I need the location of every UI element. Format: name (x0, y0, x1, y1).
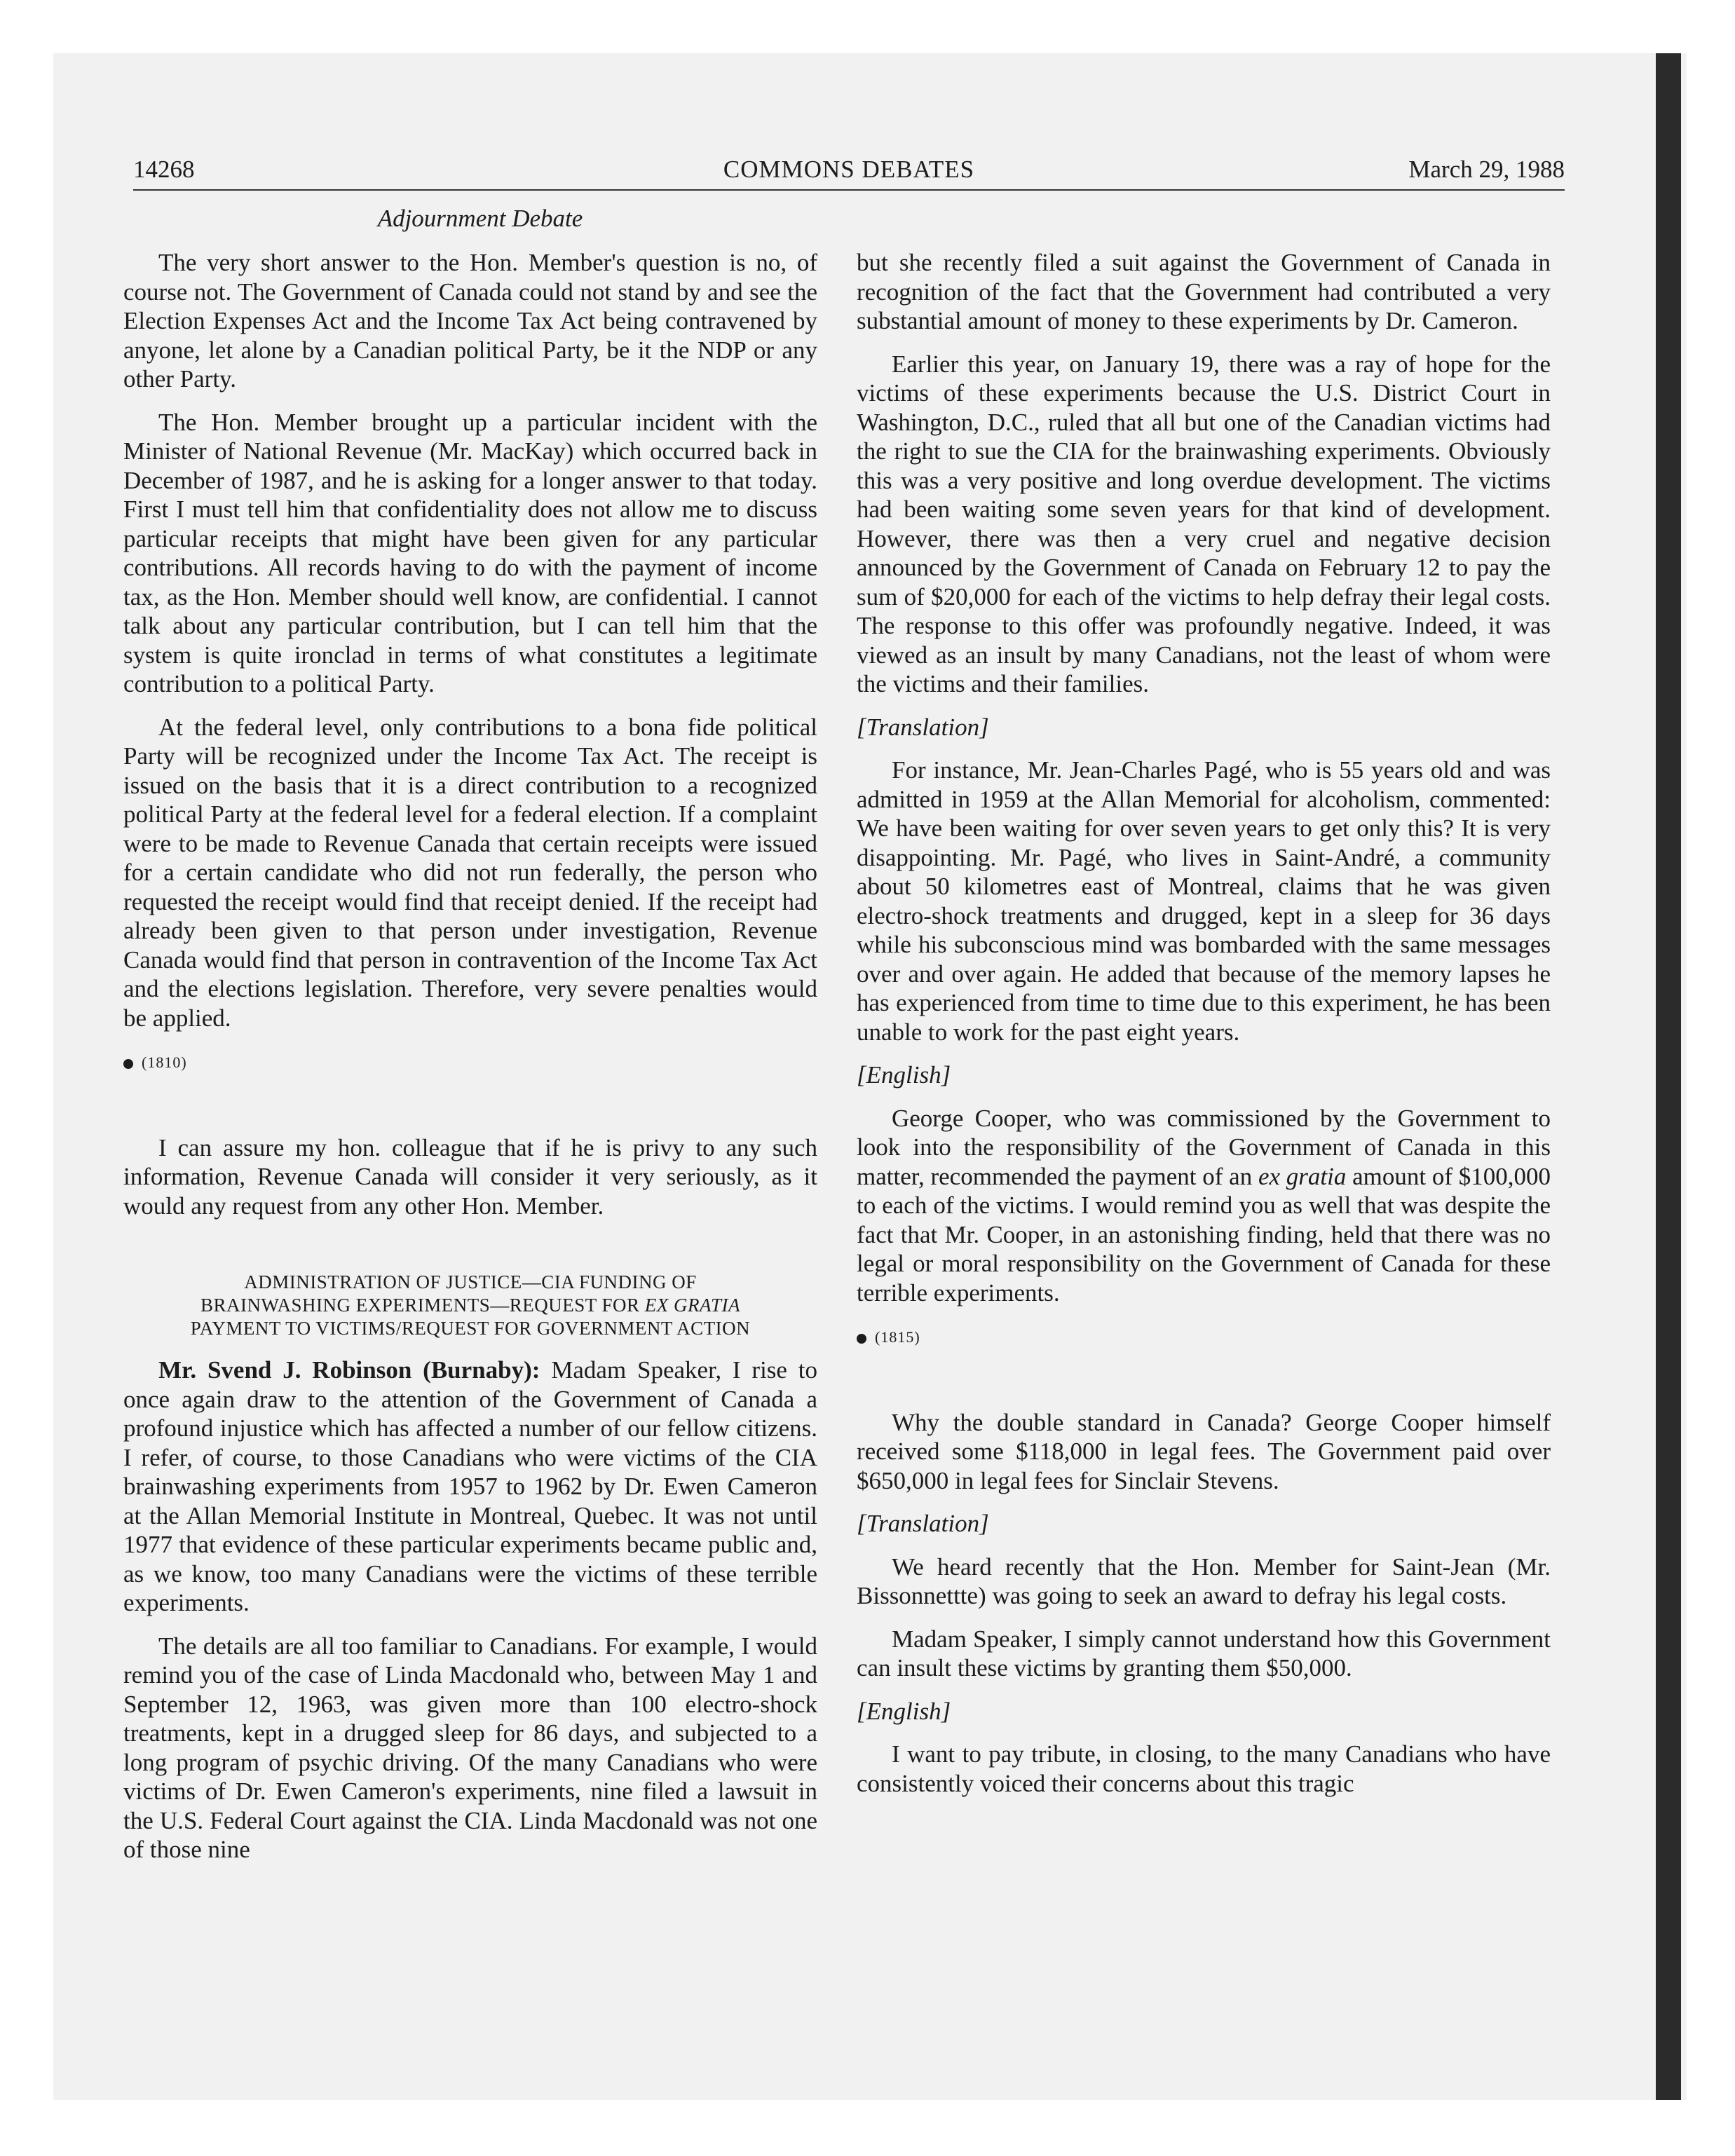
subject-heading (123, 1271, 817, 1340)
time-marker (123, 1048, 817, 1077)
paragraph: Why the double standard in Canada? George Cooper himself received some $118,000 in legal fees. The Government paid over $650,000 in legal fees for Sinclair Stevens. (857, 1408, 1551, 1494)
scan-edge-bar (1656, 53, 1681, 2100)
paragraph: At the federal level, only contributions to a bona fide political Party will be recognized under the Income Tax Act. The receipt is issued on the basis that it is a direct contribution to a recognized political Party at the federal level for a federal election. If a complaint were to be made to Revenue Canada that certain receipts were issued for a certain candidate who did not run federally, the person who requested the receipt would find that receipt denied. If the receipt had already been given to that person under investigation, Revenue Canada would find that person in contravention of the Income Tax Act and the elections legislation. Therefore, very severe penalties would be applied. (123, 713, 817, 1032)
paragraph: I can assure my hon. colleague that if he is privy to any such information, Revenue Canada will consider it very seriously, as it would any request from any other Hon. Member. (123, 1133, 817, 1220)
language-tag: [Translation] (857, 713, 989, 741)
paragraph-text: George Cooper, who was commissioned by the Government to look into the responsibility of the Government of Canada in this matter, recommended the payment of an (857, 1104, 1551, 1190)
paragraph: The very short answer to the Hon. Member's question is no, of course not. The Government of Canada could not stand by and see the Election Expenses Act and the Income Tax Act being contravened by anyone, let alone by a Canadian political Party, be it the NDP or any other Party. (123, 249, 817, 393)
paragraph: Earlier this year, on January 19, there was a ray of hope for the victims of these experiments because the U.S. District Court in Washington, D.C., ruled that all but one of the Canadian victims had the right to sue the CIA for the brainwashing experiments. Obviously this was a very positive and long overdue development. The victims had been waiting some seven years for that kind of development. However, there was then a very cruel and negative decision announced by the Government of Canada on February 12 to pay the sum of $20,000 for each of the victims to help defray their legal costs. The response to this offer was profoundly negative. Indeed, it was viewed as an insult by many Canadians, not the least of whom were the victims and their families. (857, 350, 1551, 697)
speaker-name: Mr. Svend J. Robinson (Burnaby): (158, 1356, 540, 1384)
right-column (857, 248, 1551, 1812)
left-column (123, 248, 817, 1878)
speech-text: Madam Speaker, I rise to once again draw to the attention of the Government of Canada a profound injustice which has affected a number of our fellow citizens. I refer, of course, to those Canadians who were victims of the CIA brainwashing experiments from 1957 to 1962 by Dr. Ewen Cameron at the Allan Memorial Institute in Montreal, Quebec. It was not until 1977 that evidence of these particular experiments became public and, as we know, too many Canadians were the victims of these terrible experiments. (123, 1356, 818, 1616)
time-marker-label: (1815) (875, 1328, 920, 1346)
subject-heading-line (123, 1294, 817, 1317)
paragraph (123, 1356, 817, 1618)
paragraph: but she recently filed a suit against the Government of Canada in recognition of the fact that the Government had contributed a very substantial amount of money to these experiments by Dr. Cameron. (857, 249, 1551, 334)
language-tag: [English] (857, 1061, 951, 1089)
paragraph: We heard recently that the Hon. Member for Saint-Jean (Mr. Bissonnettte) was going to seek an award to defray his legal costs. (857, 1553, 1551, 1609)
paragraph-text: amount of $100,000 to each of the victims. I would remind you as well that was despite the fact that Mr. Cooper, in an astonishing finding, held that there was no legal or moral responsibility on the Government of Canada for these terrible experiments. (857, 1162, 1551, 1306)
italic-term: ex gratia (1258, 1162, 1347, 1190)
paragraph (857, 1104, 1551, 1308)
subject-heading-line: ADMINISTRATION OF JUSTICE—CIA FUNDING OF (244, 1271, 697, 1292)
language-tag: [Translation] (857, 1510, 989, 1537)
subject-heading-line: PAYMENT TO VICTIMS/REQUEST FOR GOVERNMENT ACTION (190, 1318, 751, 1339)
time-marker-label: (1810) (142, 1053, 187, 1071)
subject-heading-italic: EX GRATIA (644, 1295, 740, 1316)
paragraph: I want to pay tribute, in closing, to the many Canadians who have consistently voiced their concerns about this tragic (857, 1740, 1551, 1797)
bullet-icon (123, 1059, 133, 1069)
page-number: 14268 (133, 156, 195, 183)
paragraph: The details are all too familiar to Canadians. For example, I would remind you of the case of Linda Macdonald who, between May 1 and September 12, 1963, was given more than 100 electro-shock treatments, kept in a drugged sleep for 86 days, and subjected to a long program of psychic driving. Of the many Canadians who were victims of Dr. Ewen Cameron's experiments, nine filed a lawsuit in the U.S. Federal Court against the CIA. Linda Macdonald was not one of those nine (123, 1632, 817, 1863)
time-marker (857, 1323, 1551, 1352)
paragraph: Madam Speaker, I simply cannot understand how this Government can insult these victims by granting them $50,000. (857, 1625, 1551, 1681)
publication-title: COMMONS DEBATES (723, 156, 975, 183)
paragraph: For instance, Mr. Jean-Charles Pagé, who is 55 years old and was admitted in 1959 at the Allan Memorial for alcoholism, commented: We have been waiting for over seven years to get only this? It is very disappointing. Mr. Pagé, who lives in Saint-André, a community about 50 kilometres east of Montreal, claims that he was given electro-shock treatments and drugged, kept in a sleep for 36 days while his subconscious mind was bombarded with the same messages over and over again. He added that because of the memory lapses he has experienced from time to time due to this experiment, he has been unable to work for the past eight years. (857, 756, 1551, 1046)
publication-date: March 29, 1988 (1408, 156, 1565, 183)
section-title: Adjournment Debate (377, 205, 583, 232)
language-tag: [English] (857, 1697, 951, 1725)
page-header (133, 156, 1565, 191)
paragraph: The Hon. Member brought up a particular incident with the Minister of National Revenue (Mr. MacKay) which occurred back in December of 1987, and he is asking for a longer answer to that today. First I must tell him that confidentiality does not allow me to discuss particular receipts that might have been given for any particular contributions. All records having to do with the payment of income tax, as the Hon. Member should well know, are confidential. I cannot talk about any particular contribution, but I can tell him that the system is quite ironclad in terms of what constitutes a legitimate contribution to a political Party. (123, 408, 817, 697)
bullet-icon (857, 1334, 866, 1344)
subject-heading-text: BRAINWASHING EXPERIMENTS—REQUEST FOR (200, 1295, 640, 1316)
